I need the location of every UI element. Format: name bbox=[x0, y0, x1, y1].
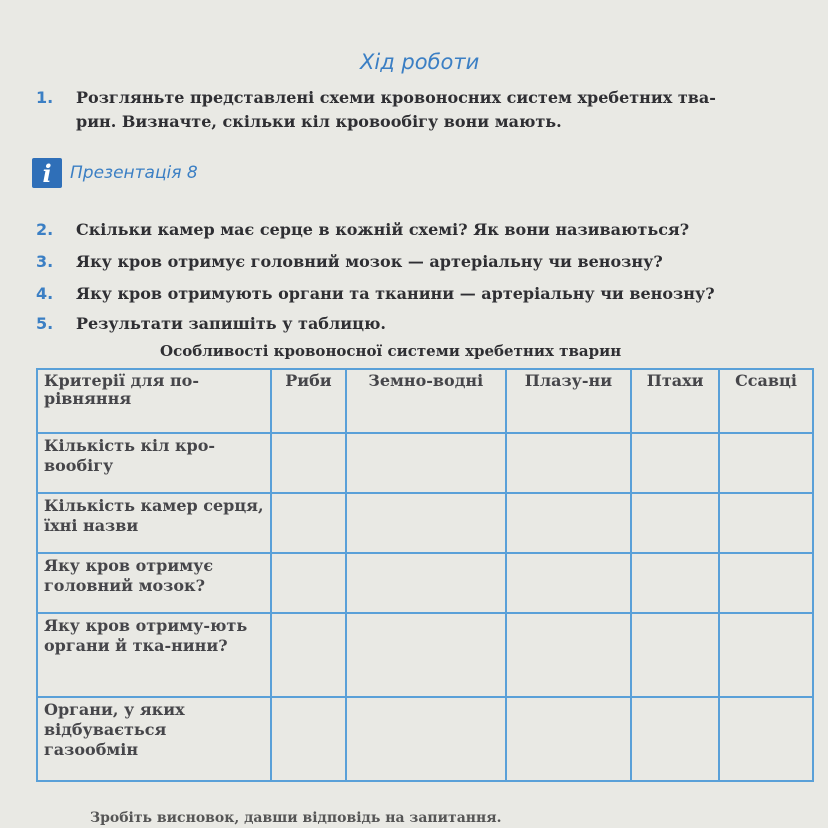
table-row bbox=[37, 613, 813, 697]
criterion-cell: Кількість кіл кро-вообігу bbox=[37, 433, 271, 493]
answer-cell[interactable] bbox=[506, 433, 632, 493]
answer-cell[interactable] bbox=[719, 697, 813, 781]
table-header-row bbox=[37, 369, 813, 433]
comparison-table bbox=[36, 368, 814, 782]
task-number: 5. bbox=[36, 314, 54, 333]
criterion-cell: Кількість камер серця, їхні назви bbox=[37, 493, 271, 553]
answer-cell[interactable] bbox=[719, 433, 813, 493]
answer-cell[interactable] bbox=[631, 553, 719, 613]
answer-cell[interactable] bbox=[631, 613, 719, 697]
answer-cell[interactable] bbox=[271, 553, 346, 613]
answer-cell[interactable] bbox=[506, 697, 632, 781]
task-number: 2. bbox=[36, 220, 54, 239]
answer-cell[interactable] bbox=[346, 613, 506, 697]
answer-cell[interactable] bbox=[719, 613, 813, 697]
criterion-cell: Яку кров отриму-ють органи й тка-нини? bbox=[37, 613, 271, 697]
task-text: Скільки камер має серце в кожній схемі? Як вони називаються? bbox=[76, 220, 690, 239]
section-title: Хід роботи bbox=[360, 50, 480, 74]
answer-cell[interactable] bbox=[631, 493, 719, 553]
task-text: Яку кров отримують органи та тканини — артеріальну чи венозну? bbox=[76, 284, 715, 303]
criterion-cell: Яку кров отримує головний мозок? bbox=[37, 553, 271, 613]
answer-cell[interactable] bbox=[271, 433, 346, 493]
task-text: Результати запишіть у таблицю. bbox=[76, 314, 386, 333]
answer-cell[interactable] bbox=[631, 433, 719, 493]
task-number: 4. bbox=[36, 284, 54, 303]
header-fish: Риби bbox=[271, 369, 346, 433]
task-3 bbox=[36, 250, 663, 274]
table-row bbox=[37, 553, 813, 613]
task-2 bbox=[36, 218, 689, 242]
answer-cell[interactable] bbox=[346, 697, 506, 781]
info-icon: i bbox=[32, 158, 62, 188]
answer-cell[interactable] bbox=[346, 493, 506, 553]
task-1 bbox=[36, 86, 716, 134]
answer-cell[interactable] bbox=[506, 493, 632, 553]
presentation-label: Презентація 8 bbox=[70, 163, 198, 183]
task-text: Розгляньте представлені схеми кровоносних систем хребетних тва- bbox=[76, 88, 716, 107]
answer-cell[interactable] bbox=[346, 553, 506, 613]
answer-cell[interactable] bbox=[271, 493, 346, 553]
table-caption: Особливості кровоносної системи хребетних тварин bbox=[160, 342, 622, 360]
footer-instruction: Зробіть висновок, давши відповідь на запитання. bbox=[90, 810, 502, 826]
answer-cell[interactable] bbox=[506, 613, 632, 697]
answer-cell[interactable] bbox=[271, 613, 346, 697]
task-text: Яку кров отримує головний мозок — артеріальну чи венозну? bbox=[76, 252, 663, 271]
answer-cell[interactable] bbox=[631, 697, 719, 781]
answer-cell[interactable] bbox=[271, 697, 346, 781]
table-row bbox=[37, 697, 813, 781]
answer-cell[interactable] bbox=[506, 553, 632, 613]
header-birds: Птахи bbox=[631, 369, 719, 433]
presentation-link[interactable] bbox=[32, 158, 198, 188]
table-row bbox=[37, 433, 813, 493]
criterion-cell: Органи, у яких відбувається газообмін bbox=[37, 697, 271, 781]
answer-cell[interactable] bbox=[719, 553, 813, 613]
task-number: 3. bbox=[36, 252, 54, 271]
header-criteria: Критерії для по-рівняння bbox=[37, 369, 271, 433]
table-row bbox=[37, 493, 813, 553]
task-text-continued: рин. Визначте, скільки кіл кровообігу вони мають. bbox=[76, 112, 562, 131]
answer-cell[interactable] bbox=[719, 493, 813, 553]
header-amphibians: Земно-водні bbox=[346, 369, 506, 433]
task-4 bbox=[36, 282, 715, 306]
answer-cell[interactable] bbox=[346, 433, 506, 493]
task-5 bbox=[36, 312, 386, 336]
task-number: 1. bbox=[36, 88, 54, 107]
header-mammals: Ссавці bbox=[719, 369, 813, 433]
header-reptiles: Плазу-ни bbox=[506, 369, 632, 433]
